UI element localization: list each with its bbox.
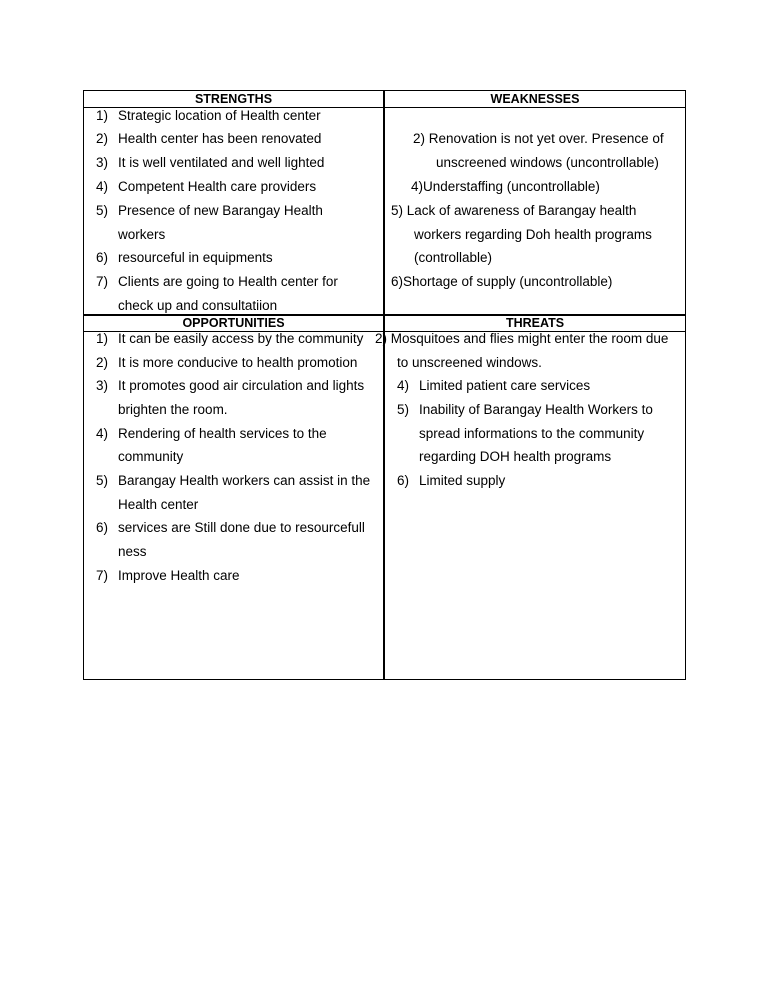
item-text: regarding DOH health programs — [419, 449, 612, 464]
list-item: 2) Renovation is not yet over. Presence of — [413, 131, 664, 146]
strengths-header: STRENGTHS — [194, 92, 273, 106]
item-text: It can be easily access by the community — [118, 331, 364, 346]
item-number: 6) — [397, 473, 410, 488]
item-number: 5) — [96, 203, 109, 218]
item-text: Clients are going to Health center for — [118, 274, 338, 289]
list-item-continuation: unscreened windows (uncontrollable) — [436, 155, 659, 170]
item-text: It is more conducive to health promotion — [118, 355, 358, 370]
threats-header: THREATS — [505, 316, 565, 330]
item-number: 4) — [96, 426, 109, 441]
weaknesses-header: WEAKNESSES — [490, 92, 580, 106]
item-text: Presence of new Barangay Health — [118, 203, 323, 218]
strengths-list — [84, 91, 383, 314]
item-text: Barangay Health workers can assist in the — [118, 473, 371, 488]
item-text: Inability of Barangay Health Workers to — [419, 402, 653, 417]
list-item-continuation: workers regarding Doh health programs — [414, 227, 652, 242]
item-number: 3) — [96, 155, 109, 170]
threats-list — [375, 331, 685, 681]
list-item: 2) Mosquitoes and flies might enter the room due — [375, 331, 669, 346]
item-number: 4) — [397, 378, 410, 393]
item-text: Rendering of health services to the — [118, 426, 327, 441]
item-text: Limited patient care services — [419, 378, 591, 393]
item-number: 5) — [397, 402, 410, 417]
item-text: community — [118, 449, 184, 464]
item-text: Limited supply — [419, 473, 506, 488]
item-text: resourceful in equipments — [118, 250, 273, 265]
item-number: 2) — [96, 131, 109, 146]
item-number: 3) — [96, 378, 109, 393]
list-item: 6)Shortage of supply (uncontrollable) — [391, 274, 613, 289]
opportunities-list — [84, 331, 383, 681]
item-text: brighten the room. — [118, 402, 228, 417]
list-item: 5) Lack of awareness of Barangay health — [391, 203, 637, 218]
opportunities-header: OPPORTUNITIES — [182, 316, 285, 330]
item-number: 7) — [96, 274, 109, 289]
item-number: 6) — [96, 250, 109, 265]
item-text: workers — [118, 227, 166, 242]
swot-table — [83, 90, 686, 680]
item-number: 4) — [96, 179, 109, 194]
list-item-continuation: (controllable) — [414, 250, 493, 265]
item-number: 6) — [96, 520, 109, 535]
weaknesses-list — [385, 91, 685, 314]
list-item-continuation: to unscreened windows. — [397, 355, 542, 370]
item-text: It is well ventilated and well lighted — [118, 155, 325, 170]
item-text: Health center has been renovated — [118, 131, 322, 146]
item-number: 7) — [96, 568, 109, 583]
item-number: 1) — [96, 108, 109, 123]
item-text: It promotes good air circulation and lights — [118, 378, 365, 393]
item-text: Strategic location of Health center — [118, 108, 321, 123]
list-item: 4)Understaffing (uncontrollable) — [411, 179, 600, 194]
item-text: ness — [118, 544, 147, 559]
item-text: check up and consultatiion — [118, 298, 278, 313]
item-text: services are Still done due to resourcefull — [118, 520, 365, 535]
item-number: 1) — [96, 331, 109, 346]
item-text: Improve Health care — [118, 568, 240, 583]
item-number: 5) — [96, 473, 109, 488]
item-text: spread informations to the community — [419, 426, 645, 441]
item-text: Health center — [118, 497, 199, 512]
item-number: 2) — [96, 355, 109, 370]
item-text: Competent Health care providers — [118, 179, 317, 194]
